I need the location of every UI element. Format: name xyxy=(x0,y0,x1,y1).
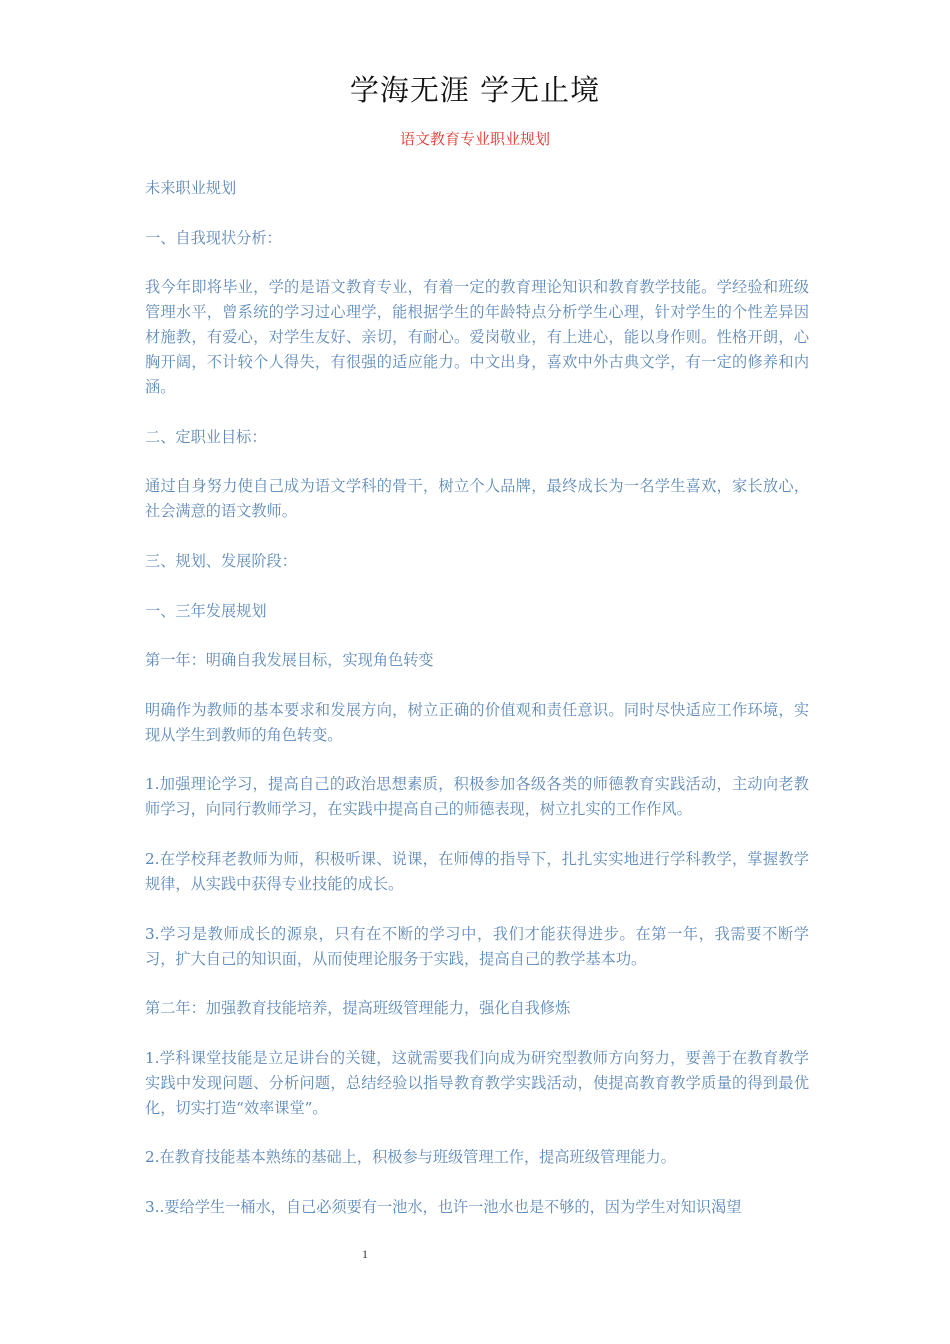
paragraph-year-two-item-3: 3..要给学生一桶水，自己必须要有一池水，也许一池水也是不够的，因为学生对知识渴望 xyxy=(145,1197,742,1216)
paragraph-year-one-item-1: 1.加强理论学习，提高自己的政治思想素质，积极参加各级各类的师德教育实践活动，主动向老教师学习，向同行教师学习，在实践中提高自己的师德表现，树立扎实的工作作风。 xyxy=(145,775,809,819)
paragraph-self-analysis: 我今年即将毕业，学的是语文教育专业，有着一定的教育理论知识和教育教学技能。学经验和班级管理水平，曾系统的学习过心理学，能根据学生的年龄特点分析学生心理，针对学生的个性差异因材施教，有爱心，对学生友好、亲切，有耐心。爱岗敬业，有上进心，能以身作则。性格开朗，心胸开阔，不计较个人得失，有很强的适应能力。中文出身，喜欢中外古典文学，有一定的修养和内涵。 xyxy=(145,278,809,397)
paragraph-year-one-item-2: 2.在学校拜老教师为师，积极听课、说课，在师傅的指导下，扎扎实实地进行学科教学，掌握教学规律，从实践中获得专业技能的成长。 xyxy=(145,849,809,893)
paragraph-year-one-item-3: 3.学习是教师成长的源泉，只有在不断的学习中，我们才能获得进步。在第一年，我需要不断学习，扩大自己的知识面，从而使理论服务于实践，提高自己的教学基本功。 xyxy=(145,924,809,968)
paragraph-career-goal: 通过自身努力使自己成为语文学科的骨干，树立个人品牌，最终成长为一名学生喜欢，家长放心，社会满意的语文教师。 xyxy=(145,477,809,521)
paragraph-heading-year-two: 第二年：加强教育技能培养，提高班级管理能力，强化自我修炼 xyxy=(145,999,571,1018)
paragraph-heading-year-one: 第一年：明确自我发展目标，实现角色转变 xyxy=(145,651,434,670)
paragraph-heading-career-goal: 二、定职业目标： xyxy=(145,427,267,446)
page-header: 学海无涯 学无止境 xyxy=(349,73,601,107)
page-number: 1 xyxy=(362,1247,368,1261)
paragraph-year-one-summary: 明确作为教师的基本要求和发展方向，树立正确的价值观和责任意识。同时尽快适应工作环境，实现从学生到教师的角色转变。 xyxy=(145,700,809,744)
paragraph-heading-self-analysis: 一、自我现状分析： xyxy=(145,228,282,247)
paragraph-heading-stages: 三、规划、发展阶段： xyxy=(145,551,297,570)
paragraph-year-two-item-1: 1.学科课堂技能是立足讲台的关键，这就需要我们向成为研究型教师方向努力，要善于在教育教学实践中发现问题、分析问题，总结经验以指导教育教学实践活动，使提高教育教学质量的得到最优化，切实打造“效率课堂”。 xyxy=(145,1048,809,1117)
paragraph-heading-three-year-plan: 一、三年发展规划 xyxy=(145,601,267,620)
document-body xyxy=(145,176,809,1245)
document-title: 语文教育专业职业规划 xyxy=(399,130,550,148)
paragraph-year-two-item-2: 2.在教育技能基本熟练的基础上，积极参与班级管理工作，提高班级管理能力。 xyxy=(145,1148,676,1167)
paragraph-heading-future-plan: 未来职业规划 xyxy=(145,179,237,197)
